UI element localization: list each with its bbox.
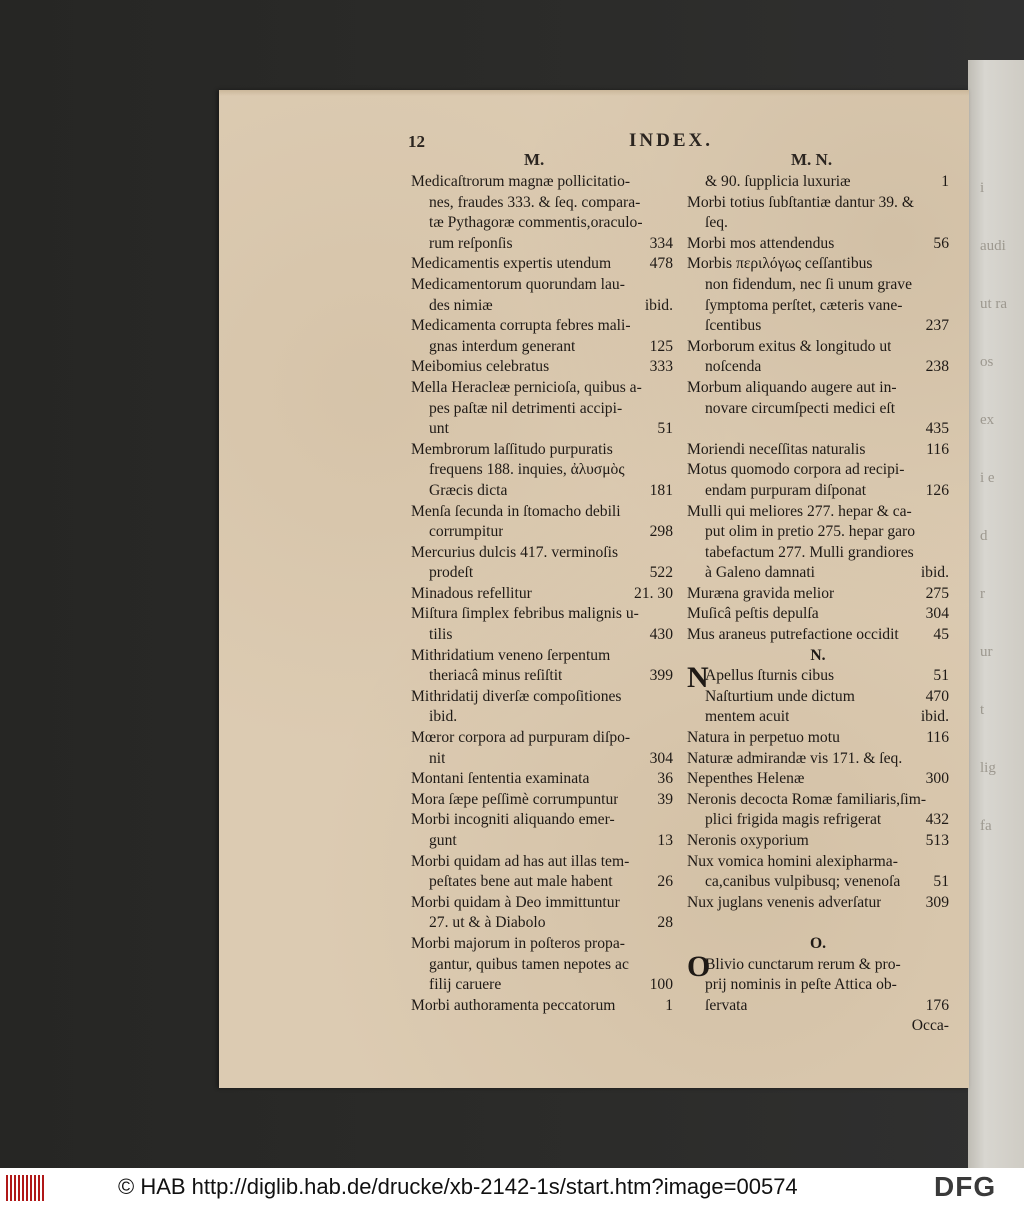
entry-text: theriacâ minus reſiſtit <box>429 667 563 685</box>
page-number: 12 <box>408 132 425 151</box>
catchword: Occa- <box>911 1017 949 1035</box>
credit-link[interactable]: © HAB http://diglib.hab.de/drucke/xb-2142-1s/start.htm?image=00574 <box>118 1174 798 1199</box>
entry-page-ref: 181 <box>649 481 673 499</box>
index-entry <box>687 769 949 790</box>
index-entry <box>687 872 949 893</box>
entry-page-ref <box>943 378 949 399</box>
bleed-through-text: d <box>980 528 988 544</box>
entry-page-ref: ibid. <box>644 296 673 314</box>
entry-page-ref <box>943 399 949 420</box>
index-entry <box>411 790 673 811</box>
entry-text: Morbis περιλόγως ceſſantibus <box>687 255 873 273</box>
index-entry <box>687 419 949 440</box>
entry-text: Mulli qui meliores 277. hepar & ca- <box>687 502 912 520</box>
index-entry <box>411 872 673 893</box>
footer-bar <box>0 1168 1024 1208</box>
entry-text: tabefactum 277. Mulli grandiores <box>705 543 914 561</box>
entry-page-ref: 126 <box>925 481 949 499</box>
entry-page-ref <box>667 316 673 337</box>
index-entry <box>687 337 949 358</box>
entry-text: mentem acuit <box>705 708 790 726</box>
entry-text: Morbi quidam à Deo immittuntur <box>411 893 620 911</box>
entry-text: Neronis oxyporium <box>687 832 809 849</box>
entry-text: corrumpitur <box>429 523 504 541</box>
entry-text: frequens 188. inquies, ἀλυσμὸς <box>429 461 625 479</box>
entry-page-ref <box>943 852 949 873</box>
entry-page-ref <box>667 893 673 914</box>
entry-text: ſervata <box>705 996 748 1014</box>
entry-text: Muſicâ peſtis depulſa <box>687 605 819 623</box>
entry-text: Morbi quidam ad has aut illas tem- <box>411 852 630 870</box>
index-entry <box>411 749 673 770</box>
entry-text: Nux juglans venenis adverſatur <box>687 893 882 911</box>
entry-text: Mithridatium veneno ſerpentum <box>411 646 611 664</box>
entry-page-ref: 238 <box>925 358 949 376</box>
entry-page-ref: 513 <box>925 832 949 849</box>
index-entry <box>411 893 673 914</box>
entry-text: Medicaſtrorum magnæ pollicitatio- <box>411 173 631 190</box>
entry-page-ref <box>667 852 673 873</box>
bleed-through-text: t <box>980 702 985 718</box>
entry-page-ref: 100 <box>649 976 673 994</box>
index-entry <box>687 234 949 255</box>
entry-page-ref: 399 <box>649 667 673 685</box>
index-entry <box>411 996 673 1017</box>
entry-page-ref: 116 <box>926 729 949 747</box>
entry-page-ref <box>943 254 949 275</box>
entry-text: Mœror corpora ad purpuram diſpo- <box>411 729 631 747</box>
running-head: INDEX. <box>629 130 713 151</box>
index-entry <box>687 687 949 708</box>
entry-text: Naturæ admirandæ vis 171. & ſeq. <box>687 749 903 767</box>
left-column-head: M. <box>524 150 545 169</box>
entry-text: plici frigida magis refrigerat <box>705 811 882 829</box>
entry-page-ref <box>667 728 673 749</box>
index-entry <box>687 661 949 695</box>
entry-page-ref <box>667 646 673 667</box>
index-entry <box>687 790 949 811</box>
entry-page-ref <box>943 337 949 358</box>
index-entry <box>411 481 673 502</box>
entry-text: Mercurius dulcis 417. verminoſis <box>411 543 619 561</box>
index-entry <box>687 481 949 502</box>
index-entry <box>411 543 673 564</box>
entry-text: nes, fraudes 333. & ſeq. compara- <box>429 193 641 211</box>
bleed-through-text: lig <box>980 760 996 776</box>
index-entry <box>411 254 673 275</box>
entry-page-ref <box>943 975 949 996</box>
index-entry <box>411 666 673 687</box>
index-entry <box>411 934 673 955</box>
entry-text: put olim in pretio 275. hepar garo <box>705 523 916 541</box>
index-entry <box>411 357 673 378</box>
index-entry <box>411 584 673 605</box>
index-entry <box>687 193 949 214</box>
entry-text: nit <box>429 749 446 767</box>
entry-page-ref: 56 <box>933 234 949 252</box>
dfg-logo: DFG <box>934 1171 997 1202</box>
entry-text: Medicamenta corrupta febres mali- <box>411 317 631 335</box>
index-entry <box>411 460 673 481</box>
entry-text: à Galeno damnati <box>705 564 815 582</box>
bleed-through-text: i <box>980 180 985 196</box>
index-entry <box>687 502 949 523</box>
bleed-through-text: ur <box>980 644 993 660</box>
entry-page-ref: 298 <box>649 523 673 541</box>
index-entry <box>411 419 673 440</box>
index-entry <box>687 996 949 1017</box>
bleed-through-text: i e <box>980 470 995 486</box>
entry-text: noſcenda <box>705 358 762 376</box>
entry-text: Meibomius celebratus <box>411 358 550 376</box>
entry-page-ref <box>667 213 673 234</box>
entry-text: Mus araneus putrefactione occidit <box>687 626 899 644</box>
index-entry <box>411 646 673 667</box>
entry-page-ref: 470 <box>925 687 949 705</box>
entry-page-ref <box>667 934 673 955</box>
entry-text: ibid. <box>429 708 458 726</box>
entry-page-ref <box>667 172 673 193</box>
entry-text: Apellus ſturnis cibus <box>705 667 835 685</box>
entry-text: Morborum exitus & longitudo ut <box>687 337 892 355</box>
bleed-through-text: ut ra <box>980 296 1008 312</box>
entry-page-ref <box>667 707 673 728</box>
entry-text: pes paſtæ nil detrimenti accipi- <box>429 399 623 417</box>
bleed-through-text: audi <box>980 238 1006 254</box>
index-entry <box>687 275 949 296</box>
entry-page-ref <box>943 522 949 543</box>
entry-page-ref <box>943 193 949 214</box>
entry-page-ref: 51 <box>933 873 949 891</box>
entry-text: Morbi majorum in poſteros propa- <box>411 934 625 952</box>
entry-page-ref: 45 <box>933 626 949 644</box>
index-entry <box>687 522 949 543</box>
entry-text: non fidendum, nec ſi unum grave <box>705 275 912 293</box>
entry-text: Blivio cunctarum rerum & pro- <box>705 955 901 973</box>
index-entry <box>411 193 673 214</box>
entry-page-ref: 176 <box>925 996 949 1014</box>
entry-page-ref <box>667 604 673 625</box>
entry-text: filij caruere <box>429 976 502 994</box>
entry-page-ref <box>667 378 673 399</box>
entry-page-ref: 21. 30 <box>634 584 673 602</box>
entry-page-ref: 478 <box>649 255 673 273</box>
book-page <box>219 90 969 1088</box>
entry-text: & 90. ſupplicia luxuriæ <box>705 173 851 190</box>
entry-page-ref <box>667 543 673 564</box>
entry-page-ref <box>943 502 949 523</box>
entry-page-ref: ibid. <box>920 564 949 582</box>
index-entry <box>687 357 949 378</box>
entry-page-ref <box>667 399 673 420</box>
entry-page-ref: 237 <box>925 317 949 335</box>
entry-text: Morbum aliquando augere aut in- <box>687 378 897 396</box>
entry-page-ref: 13 <box>657 832 673 849</box>
entry-page-ref: 432 <box>925 811 949 829</box>
entry-text: tilis <box>429 626 453 644</box>
entry-text: unt <box>429 420 449 438</box>
entry-text: gantur, quibus tamen nepotes ac <box>429 955 629 973</box>
index-entry <box>411 604 673 625</box>
index-entry <box>411 975 673 996</box>
entry-page-ref: 1 <box>665 996 673 1014</box>
index-entry <box>411 337 673 358</box>
entry-page-ref <box>667 955 673 976</box>
page-top-shadow <box>219 90 969 96</box>
entry-text: Nux vomica homini alexipharma- <box>687 852 898 870</box>
entry-text: Moriendi neceſſitas naturalis <box>687 440 866 458</box>
entry-page-ref <box>943 790 949 811</box>
entry-text: Græcis dicta <box>429 481 508 499</box>
index-entry <box>687 975 949 996</box>
bleed-through-text: os <box>980 354 994 370</box>
entry-text: ſymptoma perſtet, cæteris vane- <box>705 296 903 314</box>
index-entry <box>687 296 949 317</box>
index-entry <box>411 852 673 873</box>
left-index-column <box>411 172 673 1016</box>
entry-page-ref <box>667 810 673 831</box>
index-entry <box>411 399 673 420</box>
index-entry <box>411 913 673 934</box>
entry-page-ref: 39 <box>657 790 673 808</box>
entry-text: peſtates bene aut male habent <box>429 873 613 891</box>
entry-text: Morbi authoramenta peccatorum <box>411 996 616 1014</box>
index-entry <box>411 440 673 461</box>
index-entry <box>687 378 949 399</box>
index-entry <box>687 831 949 852</box>
entry-text: prodeſt <box>429 564 474 582</box>
entry-page-ref <box>943 213 949 234</box>
entry-page-ref: 300 <box>925 770 949 788</box>
hab-logo-icon <box>6 1175 46 1201</box>
entry-text: Natura in perpetuo motu <box>687 729 840 747</box>
index-entry <box>411 172 673 193</box>
entry-text: 27. ut & à Diabolo <box>429 914 546 932</box>
entry-text: Membrorum laſſitudo purpuratis <box>411 440 613 458</box>
index-entry <box>687 584 949 605</box>
entry-text: Mithridatij diverſæ compoſitiones <box>411 687 622 705</box>
index-entry <box>411 831 673 852</box>
index-entry <box>687 810 949 831</box>
index-entry <box>411 955 673 976</box>
entry-text: Naſturtium unde dictum <box>705 687 855 705</box>
entry-text: Mella Heracleæ pernicioſa, quibus a- <box>411 378 642 396</box>
entry-page-ref: 26 <box>657 873 673 891</box>
entry-page-ref: 304 <box>649 749 673 767</box>
index-entry <box>687 707 949 728</box>
index-entry <box>411 625 673 646</box>
entry-text: des nimiæ <box>429 296 493 314</box>
entry-page-ref: 36 <box>657 770 673 788</box>
entry-page-ref: 51 <box>657 420 673 438</box>
index-entry <box>687 440 949 461</box>
right-column-head: M. N. <box>791 150 833 169</box>
entry-page-ref <box>667 687 673 708</box>
entry-page-ref: 435 <box>925 420 949 438</box>
entry-text: Menſa ſecunda in ſtomacho debili <box>411 502 621 520</box>
index-entry <box>687 625 949 646</box>
entry-page-ref: 275 <box>925 584 949 602</box>
index-entry <box>411 810 673 831</box>
index-entry <box>687 749 949 770</box>
index-entry <box>687 254 949 275</box>
entry-text: Medicamentis expertis utendum <box>411 255 612 273</box>
entry-text: Montani ſententia examinata <box>411 770 590 788</box>
drop-capital: O <box>687 949 711 983</box>
index-entry <box>411 234 673 255</box>
entry-page-ref: 430 <box>649 626 673 644</box>
entry-text: Miſtura ſimplex febribus malignis u- <box>411 605 639 623</box>
bleed-through-text: r <box>980 586 985 602</box>
entry-page-ref <box>667 193 673 214</box>
entry-text: Nepenthes Helenæ <box>687 770 805 788</box>
index-entry <box>687 543 949 564</box>
entry-page-ref <box>943 275 949 296</box>
entry-text: Neronis decocta Romæ familiaris,ſim- <box>687 790 927 808</box>
index-entry <box>411 502 673 523</box>
entry-page-ref: 116 <box>926 440 949 458</box>
index-entry <box>687 563 949 584</box>
entry-text: endam purpuram diſponat <box>705 481 867 499</box>
index-entry <box>687 852 949 873</box>
entry-page-ref <box>943 296 949 317</box>
index-entry <box>687 213 949 234</box>
entry-page-ref <box>667 275 673 296</box>
index-entry <box>411 563 673 584</box>
entry-page-ref: 334 <box>649 234 673 252</box>
entry-page-ref: 304 <box>925 605 949 623</box>
entry-page-ref <box>667 502 673 523</box>
entry-page-ref <box>667 460 673 481</box>
adjacent-page-edge <box>968 60 1024 1168</box>
entry-page-ref: 125 <box>649 337 673 355</box>
entry-text: Morbi incogniti aliquando emer- <box>411 811 615 829</box>
index-entry <box>411 378 673 399</box>
entry-page-ref: 522 <box>649 564 673 582</box>
bleed-through-text: fa <box>980 818 992 834</box>
bleed-through-text: ex <box>980 412 995 428</box>
index-entry <box>687 460 949 481</box>
entry-text: rum reſponſis <box>429 234 513 252</box>
index-entry <box>411 769 673 790</box>
entry-text: Minadous refellitur <box>411 584 532 602</box>
drop-capital: N <box>687 661 709 695</box>
entry-text: Morbi mos attendendus <box>687 234 835 252</box>
entry-page-ref <box>943 749 949 770</box>
entry-page-ref: 309 <box>925 893 949 911</box>
index-entry <box>411 275 673 296</box>
blank-line <box>687 913 949 934</box>
entry-page-ref <box>943 543 949 564</box>
index-entry <box>411 687 673 708</box>
entry-text: prij nominis in peſte Attica ob- <box>705 976 897 994</box>
entry-text: tæ Pythagoræ commentis,oraculo- <box>429 214 643 232</box>
index-entry <box>687 399 949 420</box>
section-letter: N. <box>810 646 826 664</box>
index-entry <box>411 522 673 543</box>
section-letter: O. <box>809 934 827 952</box>
entry-page-ref: 333 <box>649 358 673 376</box>
index-entry <box>687 728 949 749</box>
entry-page-ref <box>943 460 949 481</box>
index-entry <box>687 893 949 914</box>
index-entry <box>411 296 673 317</box>
index-entry <box>411 213 673 234</box>
entry-text: Mora ſæpe peſſimè corrumpuntur <box>411 790 619 808</box>
entry-text: novare circumſpecti medici eſt <box>705 399 896 417</box>
entry-text: Muræna gravida melior <box>687 584 835 602</box>
index-entry <box>411 728 673 749</box>
index-entry <box>411 707 673 728</box>
right-index-column <box>687 172 949 1037</box>
index-entry <box>687 316 949 337</box>
entry-text: ca,canibus vulpibusq; venenoſa <box>705 873 901 891</box>
index-entry <box>687 604 949 625</box>
entry-page-ref: ibid. <box>920 708 949 726</box>
index-entry <box>687 172 949 193</box>
index-entry <box>411 316 673 337</box>
entry-text: gnas interdum generant <box>429 337 576 355</box>
entry-text: ſcentibus <box>705 317 762 335</box>
entry-text: Medicamentorum quorundam lau- <box>411 275 625 293</box>
entry-text: Morbi totius ſubſtantiæ dantur 39. & <box>687 193 914 211</box>
entry-page-ref: 1 <box>941 173 949 190</box>
entry-text: Motus quomodo corpora ad recipi- <box>687 461 905 479</box>
entry-page-ref: 51 <box>933 667 949 685</box>
index-entry <box>687 949 949 983</box>
entry-text: gunt <box>429 832 457 849</box>
entry-text: ſeq. <box>705 214 728 232</box>
entry-page-ref <box>667 440 673 461</box>
entry-page-ref: 28 <box>657 914 673 932</box>
